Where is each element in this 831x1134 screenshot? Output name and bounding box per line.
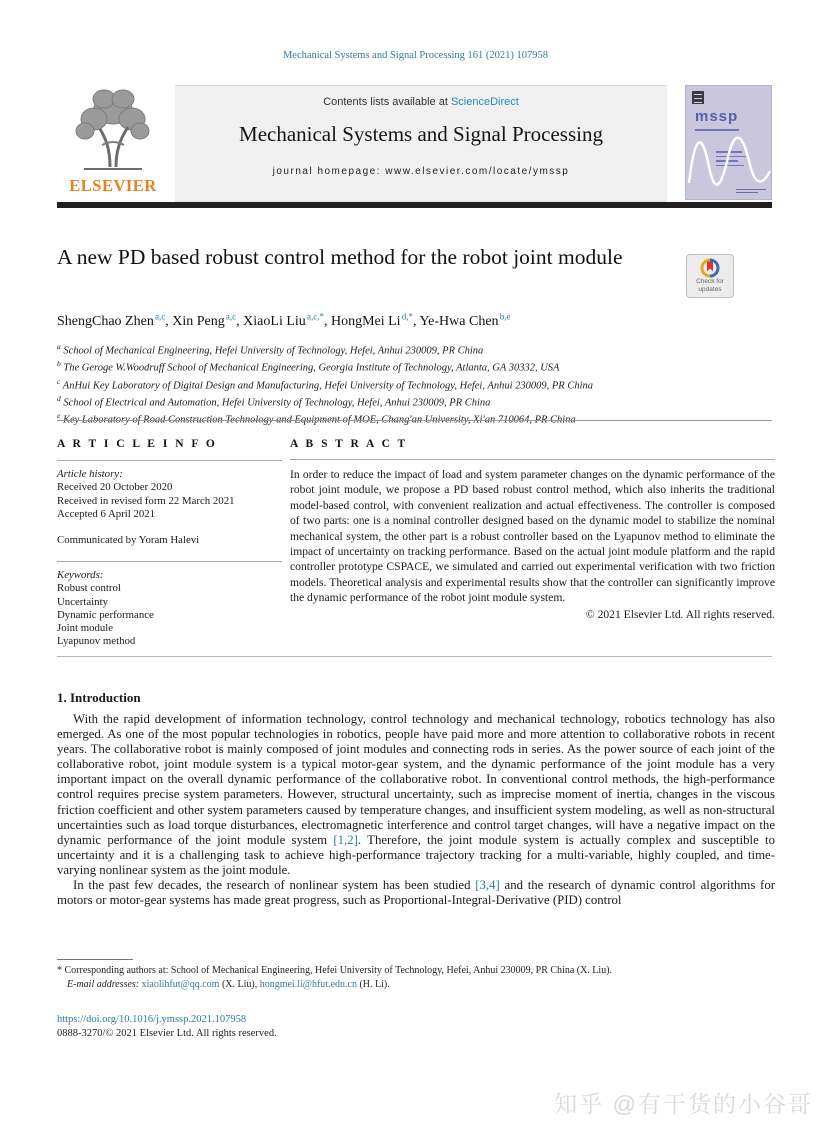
abstract-copyright: © 2021 Elsevier Ltd. All rights reserved.	[585, 607, 775, 621]
intro-paragraph: With the rapid development of information technology, control technology and mechanical technology, robotics technology has also emerged. As one of the most popular technologies in robotics, people have paid more and more attention to collaborative robots in recent years. The collaborative robot is mainly composed of joint modules and connecting rods in series. As the power source of each joint of the collaborative robot, joint module system is a typical motor-gear system, and the dynamic performance of the joint module has a very important impact on the overall dynamic performance of the collaborative robot. In conventional control methods, the high-performance control requires precise system parameters. However, structural uncertainty, such as imprecise moment of inertia, changes in the viscous friction coefficient and other system parameters caused by temperature changes, and insufficient system modeling, as well as non-structural uncertainties such as load torque disturbances, electromagnetic interference and control target changes, will have a negative impact on the dynamic performance of the joint module system [1,2]. Therefore, the joint module system is actually complex and susceptible to uncertainty and it is a challenging task to achieve high-performance trajectory tracking for a multi-variable, highly coupled, and time-varying nonlinear system as the joint module.	[57, 712, 775, 877]
keyword: Uncertainty	[57, 595, 108, 608]
keywords-label: Keywords:	[57, 569, 104, 582]
affiliation: $^d$ School of Electrical and Automation, Hefei University of Technology, Hefei, Anhui 230009, PR China	[57, 393, 491, 409]
cover-footer-lines	[736, 187, 766, 193]
affiliation: $^e$ Key Laboratory of Road Construction Technology and Equipment of MOE, Chang'an University, Xi'an 710064, PR China	[57, 411, 576, 426]
heading-rule	[57, 460, 282, 461]
journal-cover	[685, 85, 772, 200]
elsevier-wordmark: ELSEVIER	[69, 176, 157, 195]
zhihu-watermark: 知乎 @有干货的小谷哥	[554, 1091, 813, 1117]
elsevier-tree-icon	[70, 85, 156, 173]
email-link[interactable]: hongmei.li@hfut.edu.cn	[259, 978, 357, 990]
cover-title: mssp	[695, 108, 739, 125]
footnote-rule	[57, 959, 133, 960]
doi-link[interactable]: https://doi.org/10.1016/j.ymssp.2021.107958	[57, 1014, 247, 1025]
journal-name: Mechanical Systems and Signal Processing	[239, 122, 603, 146]
intro-paragraph: In the past few decades, the research of nonlinear system has been studied [3,4] and the research of dynamic control algorithms for motors or motor-gear systems has made great progress, such as Proportional-Integral-Derivative (PID) control	[57, 878, 775, 908]
keyword: Dynamic performance	[57, 608, 154, 621]
banner-panel	[175, 85, 667, 202]
affiliation: $^c$ AnHui Key Laboratory of Digital Design and Manufacturing, Hefei University of Technology, Hefei, Anhui 230009, PR China	[57, 376, 593, 392]
section-divider	[57, 656, 772, 657]
cover-waveform-icon	[686, 123, 771, 195]
keyword: Lyapunov method	[57, 635, 136, 648]
abstract-heading: A B S T R A C T	[290, 438, 408, 450]
email-line: E-mail addresses: xiaolihfut@qq.com (X. Liu), hongmei.li@hfut.edu.cn (H. Li).	[67, 978, 390, 990]
article-info-heading: A R T I C L E I N F O	[57, 438, 218, 450]
author: ShengChao Zhen $^{a,c}$,	[57, 311, 173, 329]
affiliation: $^a$ School of Mechanical Engineering, Hefei University of Technology, Hefei, Anhui 230009, PR China	[57, 342, 484, 357]
elsevier-logo	[57, 85, 169, 200]
citation-link[interactable]: [3,4]	[475, 878, 500, 893]
abstract-text: In order to reduce the impact of load and system parameter changes on the dynamic performance of the robot joint module, we propose a PD based robust control method, which also inherits the traditional model-based control, with convenient realization and actual effectiveness. The controller is composed of two parts: one is a nominal controller designed based on the dynamic model to stabilize the nominal mechanical system, the other part is a robust controller based on the Lyapunov method to eliminate the impact of uncertainty on tracking performance. Based on the actual joint module platform and the rapid controller prototype CSPACE, we simulated and carried out experimental verification with two friction models. Theoretical analysis and experimental results show that the controller can significantly improve the dynamic performance of the robot joint module system.	[290, 468, 775, 605]
badge-text-line1: Check for	[696, 278, 724, 285]
history-item: Accepted 6 April 2021	[57, 507, 156, 520]
section-divider	[57, 420, 772, 421]
issn-copyright-line: 0888-3270/© 2021 Elsevier Ltd. All rights reserved.	[57, 1028, 277, 1039]
author-affiliation-sup: a,c	[225, 311, 237, 321]
author: XiaoLi Liu $^{a,c,*}$,	[243, 311, 331, 329]
author-affiliation-sup: d,*	[401, 311, 413, 321]
section-heading-introduction: 1. Introduction	[57, 690, 141, 705]
history-item: Received 20 October 2020	[57, 481, 173, 494]
corresponding-author-note: * Corresponding authors at: School of Mechanical Engineering, Hefei University of Technology, Hefei, Anhui 230009, PR China (X. Liu).	[57, 965, 613, 976]
article-history-label: Article history:	[57, 468, 123, 481]
history-item: Received in revised form 22 March 2021	[57, 494, 235, 507]
author-list	[57, 311, 717, 330]
article-info-panel	[57, 438, 282, 648]
journal-banner	[57, 85, 772, 200]
footnote	[57, 964, 775, 991]
citation-link[interactable]: [1,2]	[333, 832, 358, 847]
author: Ye-Hwa Chen $^{b,e}$	[419, 311, 511, 329]
keyword: Robust control	[57, 582, 121, 595]
author-affiliation-sup: a,c	[155, 311, 166, 321]
sciencedirect-link[interactable]: ScienceDirect	[450, 96, 519, 108]
author: Xin Peng $^{a,c}$,	[172, 311, 244, 329]
contents-prefix: Contents lists available at	[323, 96, 451, 108]
abstract-panel	[290, 438, 775, 621]
email-label: E-mail addresses:	[67, 978, 140, 990]
email-link[interactable]: xiaolihfut@qq.com	[141, 978, 220, 990]
introduction-body	[57, 712, 775, 908]
check-updates-icon	[700, 258, 720, 278]
banner-divider-bar	[57, 202, 772, 208]
affiliation: $^b$ The Geroge W.Woodruff School of Mechanical Engineering, Georgia Institute of Technology, Atlanta, GA 30332, USA	[57, 359, 560, 374]
affiliation-list	[57, 341, 757, 427]
paper-title: A new PD based robust control method for the robot joint module	[57, 245, 623, 269]
communicated-by: Communicated by Yoram Halevi	[57, 534, 200, 547]
keyword: Joint module	[57, 622, 114, 635]
journal-homepage-link[interactable]: journal homepage: www.elsevier.com/locate/ymssp	[272, 166, 570, 177]
check-updates-badge[interactable]	[686, 254, 734, 298]
keywords-rule	[57, 561, 282, 562]
journal-citation[interactable]: Mechanical Systems and Signal Processing 161 (2021) 107958	[282, 50, 549, 61]
author-affiliation-sup: a,c,*	[306, 311, 324, 321]
contents-line	[175, 96, 667, 108]
cover-publisher-mark-icon	[692, 91, 704, 104]
author: HongMei Li $^{d,*}$,	[330, 311, 420, 329]
author-affiliation-sup: b,e	[499, 311, 511, 321]
badge-text-line2: updates	[698, 285, 722, 293]
heading-rule	[290, 459, 775, 460]
